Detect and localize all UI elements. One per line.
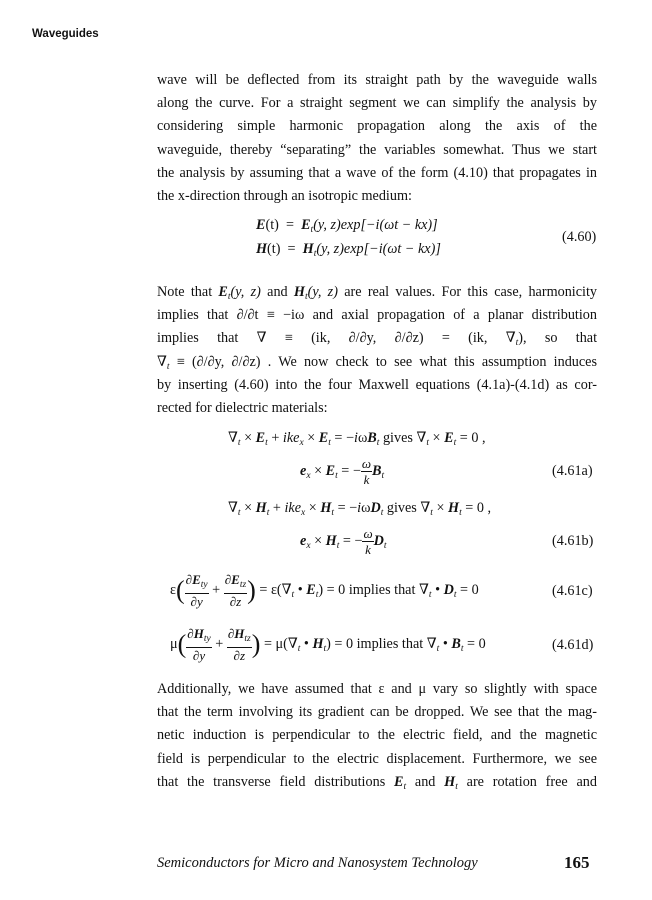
equation-4-61a-curl: $\nabla_t \times E_t + ike_x \times E_t = -i\omega B_t$ gives $\nabla_t \times E_t = 0$ , [228, 430, 486, 448]
text-line: implies that ∇ ≡ (ik, ∂/∂y, ∂/∂z) = (ik, $\nabla_t$), so that [157, 330, 598, 349]
equation-number: (4.61d) [552, 637, 594, 653]
text-line: implies that ∂/∂t ≡ −iω and axial propagation of a planar distribution [157, 307, 597, 324]
equation-number: (4.61b) [552, 533, 594, 549]
text-line: rected for dielectric materials: [157, 399, 328, 416]
equation-4-61c: ε( $\frac{\partial E_{ty}}{\partial y}$ + $\frac{\partial E_{tz}}{\partial z}$ ) = $\varepsilon(\nabla_t$ • $E_t) = 0$ implies that $\nabla_t$ • $D_t = 0$ [170, 572, 479, 609]
equation-4-61b: $e_x \times H_t$ = − $\frac{\omega}{k}$ $D_t$ [300, 526, 387, 557]
equation-4-60-line2: $H(t) = H_t(y$, z)exp[−i(ωt − kx)] [256, 241, 441, 259]
text-line: the x-direction through an isotropic medium: [157, 187, 412, 204]
text-line: wave will be deflected from its straight path by the waveguide walls [157, 72, 597, 88]
paragraph-harmonicity [157, 281, 597, 420]
page-number: 165 [564, 853, 590, 872]
text-line: that the term involving its gradient can be dropped. We see that the mag- [157, 704, 597, 721]
equation-4-60-line1: $E(t) = E_t(y$, z)exp[−i(ωt − kx)] [256, 217, 438, 235]
equation-number: (4.61a) [552, 463, 593, 479]
text-line: that the transverse field distributions $E_t$ and $H_t$ are rotation free and [157, 773, 597, 792]
equation-4-61a: $e_x \times E_t$ = − $\frac{\omega}{k}$ $B_t$ [300, 456, 385, 487]
footer-book-title: Semiconductors for Micro and Nanosystem Technology [157, 855, 478, 871]
running-header: Waveguides [32, 28, 99, 40]
text-line: $\nabla_t \equiv (\partial/\partial y$, ∂/∂z) . We now check to see what this assumption induces [157, 353, 597, 372]
equation-number: (4.60) [562, 229, 597, 245]
text-line: field is perpendicular to the electric displacement. Furthermore, we see [157, 750, 597, 767]
equation-4-61d: μ( $\frac{\partial H_{ty}}{\partial y}$ + $\frac{\partial H_{tz}}{\partial z}$ ) = $\mu(\nabla_t$ • $H_t) = 0$ implies that $\nabla_t$ • $B_t = 0$ [170, 626, 486, 663]
text-line: netic induction is perpendicular to the electric field, and the magnetic [157, 727, 597, 744]
paragraph-additionally [157, 678, 597, 794]
text-line: the analysis by assuming that a wave of the form (4.10) that propagates in [157, 164, 597, 181]
text-line: Note that $E_t(y$, z) and $H_t(y$, z) are real values. For this case, harmonicity [157, 284, 598, 302]
text-line: considering simple harmonic propagation along the axis of the [157, 118, 597, 135]
text-line: Additionally, we have assumed that ε and μ vary so slightly with space [157, 681, 597, 697]
equation-4-61b-curl: $\nabla_t \times H_t + ike_x \times H_t = -i\omega D_t$ gives $\nabla_t \times H_t = 0$ , [228, 500, 492, 518]
text-line: by inserting (4.60) into the four Maxwell equations (4.1a)-(4.1d) as cor- [157, 376, 597, 393]
text-line: waveguide, thereby “separating” the variables somewhat. Thus we start [157, 141, 597, 158]
equation-number: (4.61c) [552, 583, 593, 599]
text-line: along the curve. For a straight segment we can simplify the analysis by [157, 95, 597, 112]
paragraph-intro [157, 69, 597, 208]
